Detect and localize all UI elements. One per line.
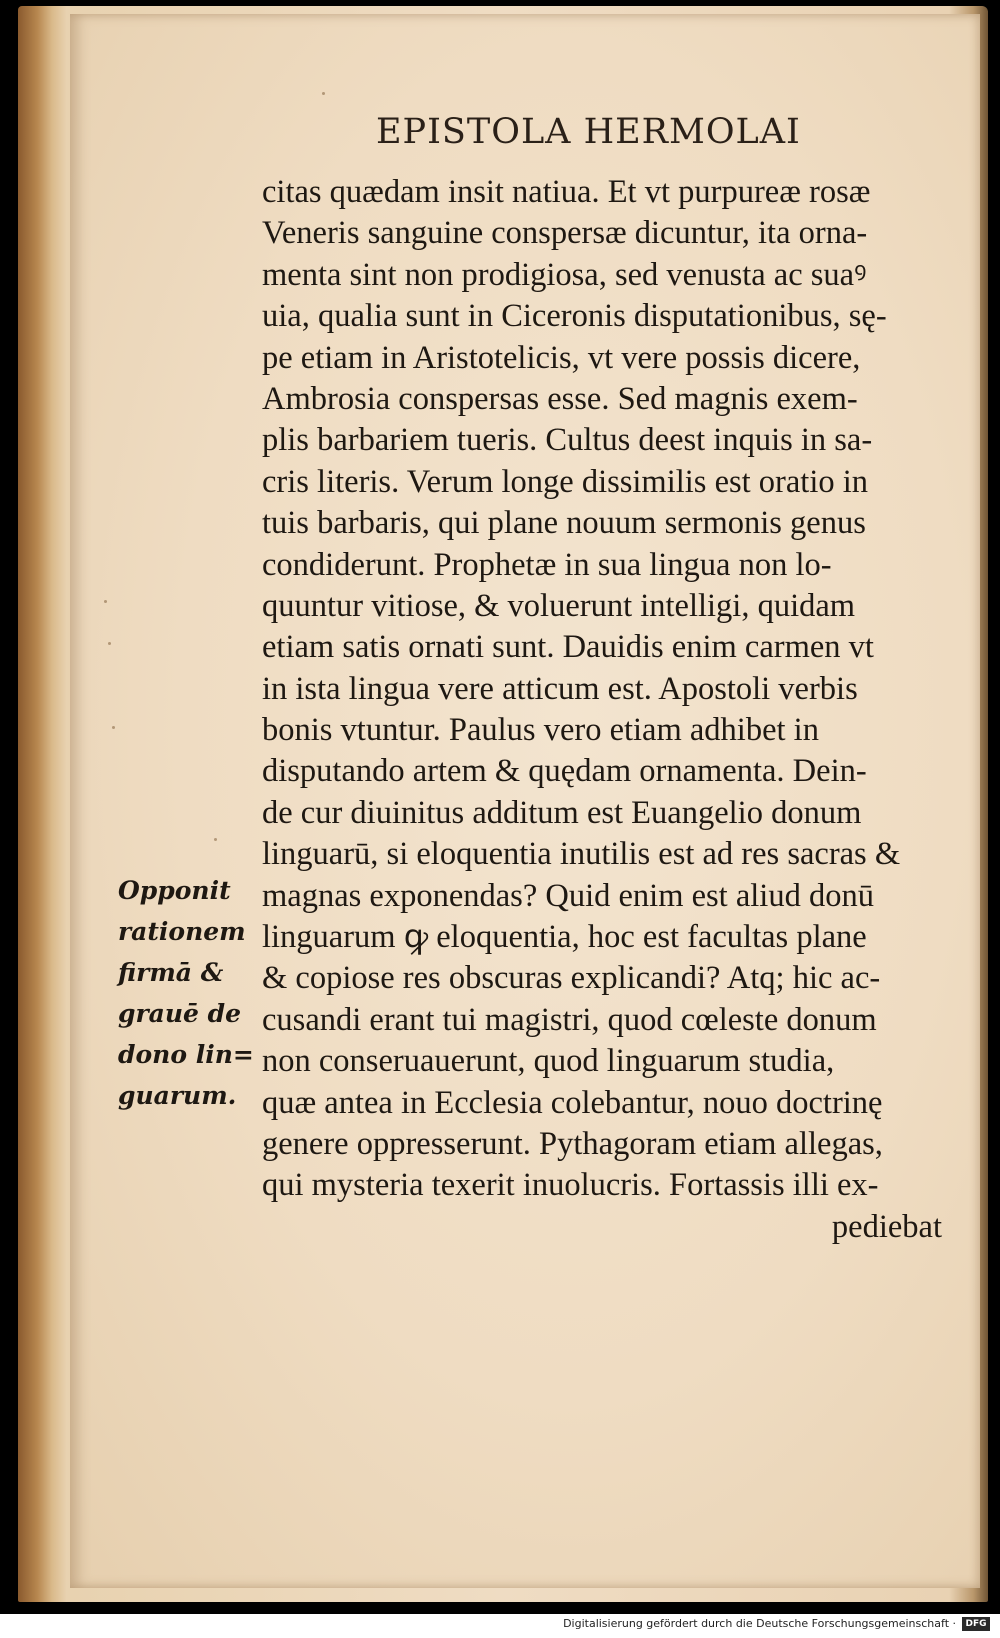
text-line: citas quædam insit natiua. Et vt purpureæ rosæ: [262, 174, 871, 210]
text-line: in ista lingua vere atticum est. Apostoli verbis: [262, 670, 858, 707]
text-line: non conseruauerunt, quod linguarum studia,: [262, 1043, 835, 1080]
text-line: quæ antea in Ecclesia colebantur, nouo doctrinę: [262, 1084, 883, 1121]
body-text: [262, 172, 942, 1248]
marginal-note-line: guarum.: [118, 1081, 237, 1110]
text-line: pe etiam in Aristotelicis, vt vere possis dicere,: [262, 339, 861, 376]
marginal-note-line: firmā &: [118, 958, 224, 987]
text-line: Ambrosia conspersas esse. Sed magnis exem-: [262, 380, 858, 417]
text-line: quuntur vitiose, & voluerunt intelligi, quidam: [262, 587, 856, 624]
text-line: magnas exponendas? Quid enim est aliud donū: [262, 877, 874, 914]
marginal-note: [118, 870, 258, 1116]
text-line: disputando artem & quędam ornamenta. Dein-: [262, 753, 867, 790]
text-line: qui mysteria texerit inuolucris. Fortassis illi ex-: [262, 1167, 879, 1204]
text-line: de cur diuinitus additum est Euangelio donum: [262, 794, 862, 831]
text-line: condiderunt. Prophetæ in sua lingua non lo-: [262, 546, 832, 583]
text-line: & copiose res obscuras explicandi? Atq; hic ac-: [262, 960, 881, 997]
text-line: plis barbariem tueris. Cultus deest inquis in sa-: [262, 422, 873, 459]
text-line: tuis barbaris, qui plane nouum sermonis genus: [262, 505, 866, 542]
text-line: menta sint non prodigiosa, sed venusta ac suaꝰ: [262, 256, 867, 293]
paper-speck: [214, 838, 217, 841]
paper-speck: [322, 92, 325, 95]
dfg-logo-icon: DFG: [962, 1617, 990, 1631]
text-line: Veneris sanguine conspersæ dicuntur, ita orna-: [262, 215, 868, 252]
text-line: linguarum ꝙ eloquentia, hoc est facultas plane: [262, 919, 867, 956]
text-line: cris literis. Verum longe dissimilis est oratio in: [262, 463, 869, 500]
paper-speck: [112, 726, 115, 729]
text-line: bonis vtuntur. Paulus vero etiam adhibet in: [262, 712, 819, 749]
text-line: uia, qualia sunt in Ciceronis disputationibus, sę-: [262, 298, 887, 335]
paper-speck: [108, 642, 111, 645]
text-line: etiam satis ornati sunt. Dauidis enim carmen vt: [262, 629, 874, 666]
running-header: EPISTOLA HERMOLAI: [376, 112, 801, 152]
marginal-note-line: rationem: [118, 917, 246, 946]
text-line: genere oppresserunt. Pythagoram etiam allegas,: [262, 1125, 883, 1162]
paper-speck: [104, 600, 107, 603]
catchword: pediebat: [831, 1208, 942, 1245]
marginal-note-line: dono lin=: [118, 1040, 254, 1069]
marginal-note-line: grauē de: [118, 999, 242, 1028]
funding-credit: Digitalisierung gefördert durch die Deutsche Forschungsgemeinschaft ·: [563, 1617, 956, 1630]
text-line: linguarū, si eloquentia inutilis est ad res sacras &: [262, 836, 901, 873]
text-line: cusandi erant tui magistri, quod cœleste donum: [262, 1001, 877, 1038]
marginal-note-line: Opponit: [118, 876, 231, 905]
